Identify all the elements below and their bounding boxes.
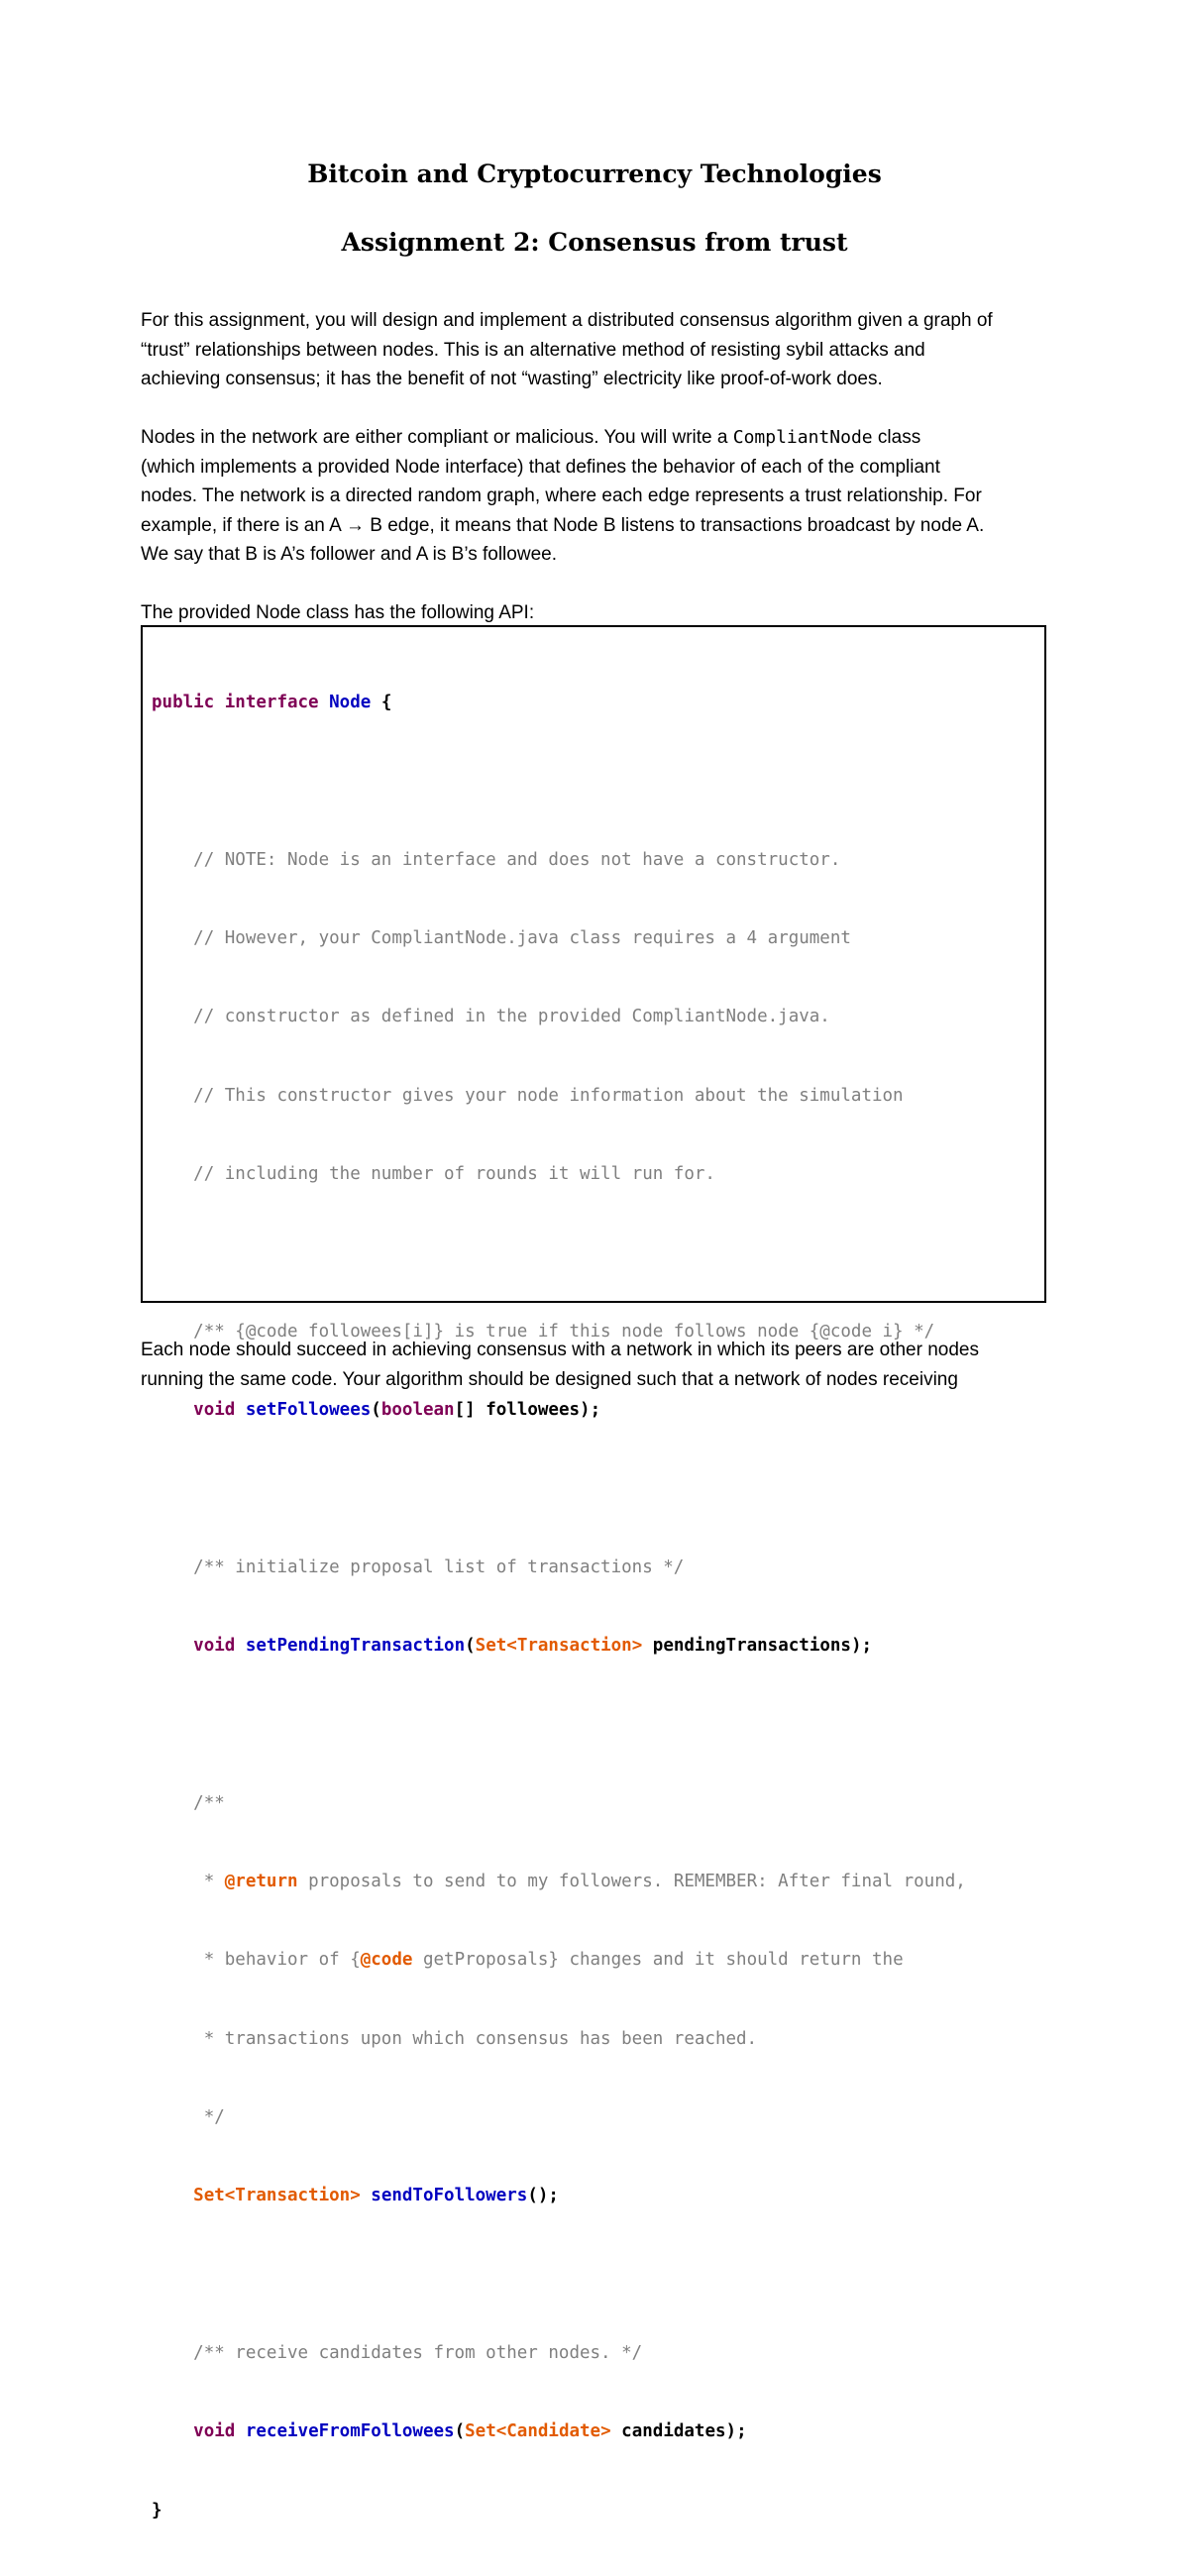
code-line	[152, 2104, 966, 2130]
code-line	[152, 1711, 966, 1737]
code-line	[152, 1555, 966, 1580]
brace: }	[152, 2500, 162, 2521]
keyword: boolean	[380, 1400, 455, 1420]
consensus-paragraph	[141, 1336, 1052, 1394]
code-comment: *	[193, 1872, 225, 1892]
text-run: Nodes in the network are either compliant or malicious. You will write a	[141, 427, 733, 448]
method-name: setPendingTransaction	[245, 1636, 466, 1657]
code-text: pendingTransactions);	[642, 1636, 873, 1657]
code-line	[152, 1790, 966, 1816]
code-line	[152, 2418, 966, 2444]
code-line	[152, 2262, 966, 2288]
generic-type: Set<Transaction>	[193, 2186, 361, 2206]
code-comment: // including the number of rounds it will run for.	[193, 1163, 715, 1184]
paragraph-line: example, if there is an A → B edge, it means that Node B listens to transactions broadcast by node A.	[141, 514, 985, 536]
code-line	[152, 1239, 966, 1265]
code-comment: // However, your CompliantNode.java class requires a 4 argument	[193, 927, 851, 948]
paragraph-line: (which implements a provided Node interface) that defines the behavior of each of the compliant	[141, 456, 940, 478]
code-comment: * transactions upon which consensus has been reached.	[193, 2028, 758, 2049]
code-comment: * behavior of {	[193, 1950, 361, 1971]
code-line	[152, 1083, 966, 1109]
code-comment: */	[193, 2107, 225, 2128]
code-text: (	[371, 1400, 381, 1420]
code-line	[152, 1475, 966, 1501]
paragraph-line: achieving consensus; it has the benefit of not “wasting” electricity like proof-of-work does.	[141, 369, 883, 390]
javadoc-tag: @return	[224, 1872, 298, 1892]
code-text: candidates);	[610, 2421, 747, 2442]
keyword: public	[152, 692, 215, 712]
code-comment: /** {@code followees[i]} is true if this node follows node {@code i} */	[193, 1321, 935, 1342]
method-name: receiveFromFollowees	[245, 2421, 455, 2442]
code-line	[152, 2026, 966, 2052]
paragraph-line: Each node should succeed in achieving consensus with a network in which its peers are other nodes	[141, 1340, 980, 1360]
code-text: (	[465, 1636, 476, 1657]
code-comment: /** initialize proposal list of transactions */	[193, 1556, 685, 1577]
paragraph-line: “trust” relationships between nodes. This is an alternative method of resisting sybil attacks and	[141, 339, 925, 361]
code-line	[152, 925, 966, 951]
code-line	[152, 1397, 966, 1423]
code-comment: proposals to send to my followers. REMEMBER: After final round,	[297, 1872, 966, 1892]
code-line	[152, 690, 966, 715]
paragraph-line: running the same code. Your algorithm should be designed such that a network of nodes receiving	[141, 1368, 958, 1390]
code-text: ();	[527, 2186, 559, 2206]
paragraph-line: The provided Node class has the following API:	[141, 602, 535, 623]
code-comment: // constructor as defined in the provided CompliantNode.java.	[193, 1007, 830, 1027]
code-comment: /** receive candidates from other nodes. */	[193, 2343, 643, 2364]
keyword: void	[193, 1636, 236, 1657]
document-title: Bitcoin and Cryptocurrency Technologies	[307, 160, 882, 188]
brace: {	[380, 692, 392, 712]
code-comment: // This constructor gives your node information about the simulation	[193, 1085, 904, 1106]
inline-code: CompliantNode	[732, 427, 873, 448]
code-line	[152, 2183, 966, 2208]
code-line	[152, 1869, 966, 1894]
code-listing	[152, 637, 966, 2576]
code-comment: // NOTE: Node is an interface and does not have a constructor.	[193, 849, 841, 870]
method-name: sendToFollowers	[371, 2186, 528, 2206]
text-run: class	[872, 427, 921, 448]
method-name: setFollowees	[245, 1400, 372, 1420]
paragraph-line	[141, 423, 1052, 453]
keyword: void	[193, 2421, 236, 2442]
keyword: void	[193, 1400, 236, 1420]
code-line	[152, 768, 966, 794]
generic-type: Set<Transaction>	[475, 1636, 643, 1657]
code-text: (	[454, 2421, 466, 2442]
code-line	[152, 2498, 966, 2523]
code-comment: /**	[193, 1792, 225, 1813]
paragraph-line: nodes. The network is a directed random graph, where each edge represents a trust relationship. For	[141, 485, 982, 507]
paragraph-line: For this assignment, you will design and implement a distributed consensus algorithm given a graph of	[141, 310, 993, 331]
code-line	[152, 1947, 966, 1973]
assignment-title: Assignment 2: Consensus from trust	[341, 228, 848, 257]
intro-paragraph	[141, 306, 1052, 394]
generic-type: Set<Candidate>	[465, 2421, 611, 2442]
code-line	[152, 1004, 966, 1029]
type-name: Node	[329, 692, 372, 712]
nodes-paragraph	[141, 423, 1052, 570]
keyword: interface	[224, 692, 319, 712]
code-comment: getProposals} changes and it should return the	[412, 1950, 904, 1971]
paragraph-line: We say that B is A’s follower and A is B’s followee.	[141, 544, 557, 566]
javadoc-tag: @code	[360, 1950, 413, 1971]
code-text: [] followees);	[454, 1400, 601, 1420]
code-line	[152, 2340, 966, 2366]
api-intro	[141, 598, 1052, 628]
code-line	[152, 1161, 966, 1187]
code-line	[152, 847, 966, 873]
code-line	[152, 1633, 966, 1659]
